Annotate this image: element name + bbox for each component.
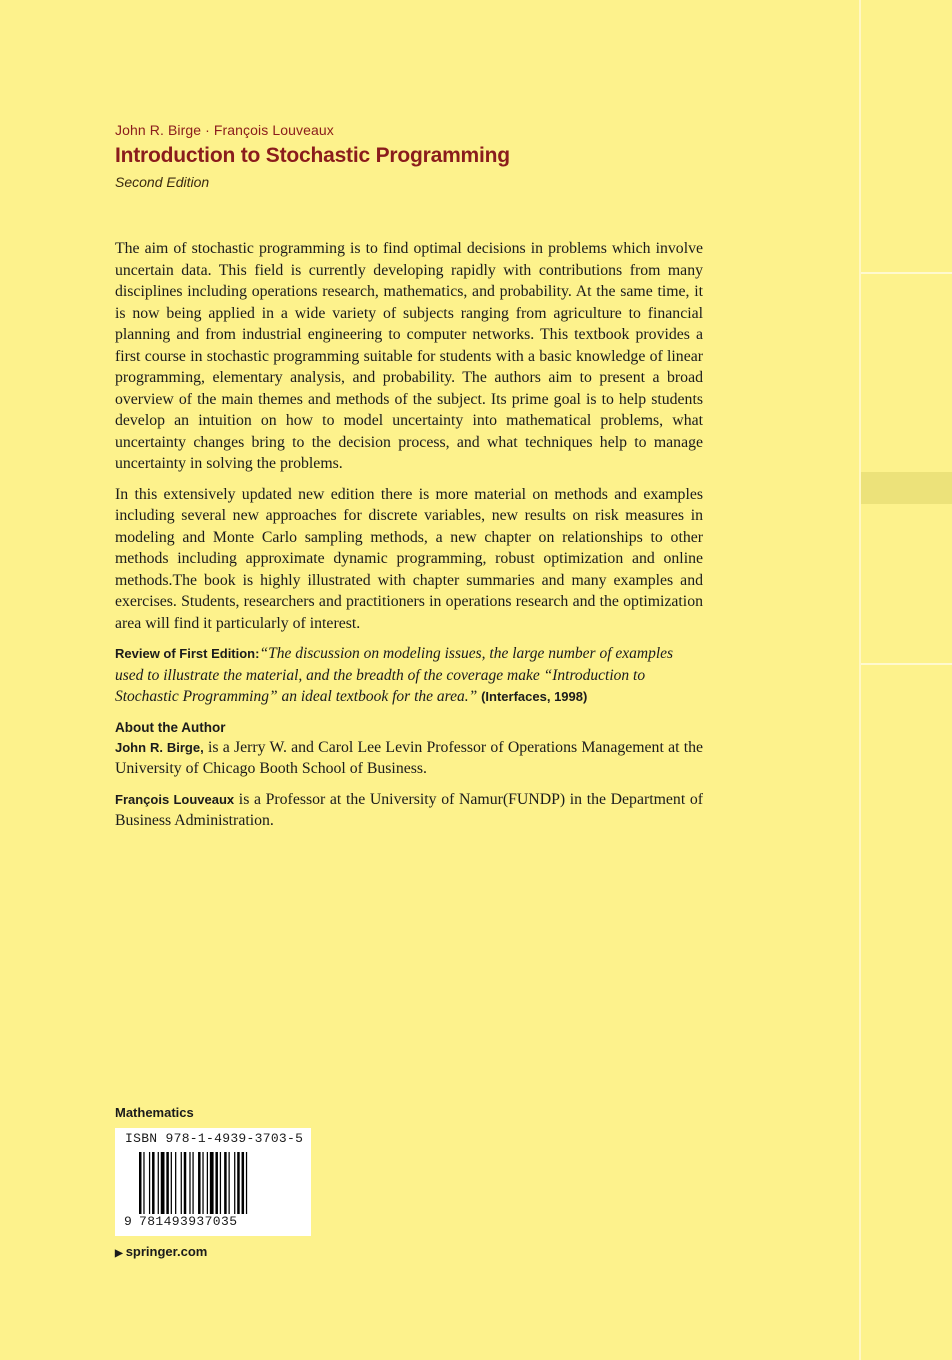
book-spine xyxy=(859,0,952,1360)
barcode-bar xyxy=(184,1152,187,1214)
barcode xyxy=(139,1152,305,1216)
book-title: Introduction to Stochastic Programming xyxy=(115,144,510,167)
review xyxy=(115,643,703,708)
author-bio-text: is a Professor at the University of Namur(FUNDP) in the Department of Business Administration. xyxy=(115,790,703,829)
author-bio-text: is a Jerry W. and Carol Lee Levin Professor of Operations Management at the University of Chicago Booth School of Business. xyxy=(115,738,704,777)
barcode-bar xyxy=(207,1152,208,1214)
about-heading: About the Author xyxy=(115,719,226,735)
isbn-label: ISBN 978-1-4939-3703-5 xyxy=(125,1131,304,1146)
barcode-bar xyxy=(175,1152,176,1214)
author-bio xyxy=(115,789,703,832)
spine-band xyxy=(861,472,952,504)
triangle-right-icon: ▶ xyxy=(115,1248,123,1259)
barcode-bar xyxy=(166,1152,169,1214)
barcode-bar xyxy=(210,1152,214,1214)
isbn-barcode-box xyxy=(115,1128,311,1236)
barcode-bar xyxy=(234,1152,235,1214)
author-name: John R. Birge, xyxy=(115,739,204,755)
isbn-digits: 781493937035 xyxy=(139,1214,238,1229)
description-paragraph: In this extensively updated new edition there is more material on methods and examples including several new approaches for discrete variables, new results on risk measures in modeling and Monte Carlo sampling methods, a new chapter on relationships to other methods including approximate dynamic programming, robust optimization and online methods.The book is highly illustrated with chapter summaries and many examples and exercises. Students, researchers and practitioners in operations research and the optimization area will find it particularly of interest. xyxy=(115,485,703,632)
website-link[interactable] xyxy=(115,1244,207,1259)
isbn-lead-digit: 9 xyxy=(124,1214,132,1229)
barcode-bar xyxy=(242,1152,245,1214)
review-source: (Interfaces, 1998) xyxy=(481,689,588,704)
barcode-bar xyxy=(237,1152,240,1214)
barcode-bar xyxy=(181,1152,182,1214)
barcode-bar xyxy=(149,1152,150,1214)
barcode-bar xyxy=(161,1152,165,1214)
spine-divider xyxy=(861,272,952,274)
barcode-bar xyxy=(220,1152,221,1214)
barcode-bar xyxy=(171,1152,172,1214)
spine-divider xyxy=(861,663,952,665)
barcode-bar xyxy=(229,1152,230,1214)
review-label: Review of First Edition: xyxy=(115,646,260,661)
barcode-bar xyxy=(215,1152,218,1214)
barcode-bar xyxy=(139,1152,142,1214)
cover-header xyxy=(115,122,703,190)
review-quote: “The discussion on modeling issues, the large number of examples used to illustrate the material, and the breadth of the coverage make “Introduction to Stochastic Programming” an ideal textbook for the area.” xyxy=(115,645,674,705)
barcode-bar xyxy=(198,1152,201,1214)
website-url: springer.com xyxy=(125,1244,208,1259)
description-paragraph: The aim of stochastic programming is to find optimal decisions in problems which involve uncertain data. This field is currently developing rapidly with contributions from many disciplines including operations research, mathematics, and probability. At the same time, it is now being applied in a wide variety of subjects ranging from agriculture to financial planning and from industrial engineering to computer networks. This textbook provides a first course in stochastic programming suitable for students with a basic knowledge of linear programming, elementary analysis, and probability. The authors aim to present a broad overview of the main themes and methods of the subject. Its prime goal is to help students develop an intuition on how to model uncertainty into mathematical problems, what uncertainty changes bring to the decision process, and what techniques help to manage uncertainty in solving the problems. xyxy=(115,240,703,472)
subject-category: Mathematics xyxy=(115,1105,194,1120)
edition: Second Edition xyxy=(115,174,210,190)
barcode-bar xyxy=(224,1152,227,1214)
barcode-bar xyxy=(158,1152,159,1214)
barcode-bar xyxy=(189,1152,190,1214)
barcode-bar xyxy=(143,1152,144,1214)
barcode-bar xyxy=(152,1152,155,1214)
barcode-bar xyxy=(246,1152,247,1214)
barcode-bar xyxy=(202,1152,203,1214)
barcode-bar xyxy=(192,1152,193,1214)
author-name: François Louveaux xyxy=(115,791,235,807)
authors: John R. Birge · François Louveaux xyxy=(115,122,334,138)
author-bio xyxy=(115,737,703,780)
back-cover-text xyxy=(115,238,703,841)
